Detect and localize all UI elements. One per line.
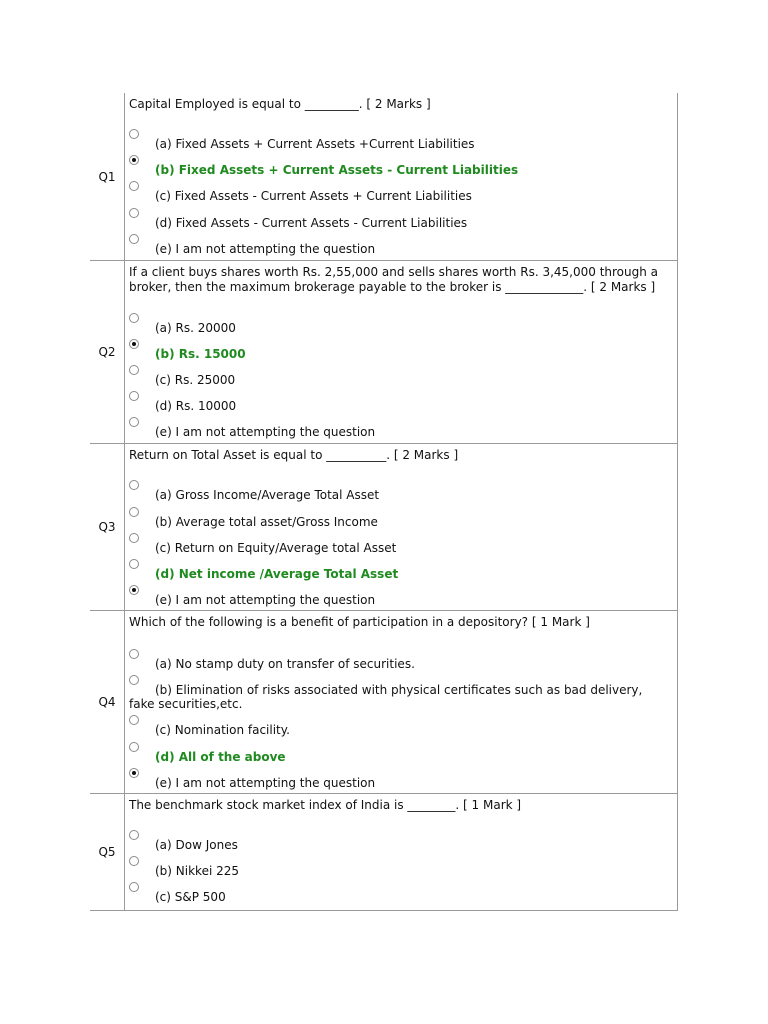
radio-icon[interactable] [129,365,139,375]
correct-answer-label: (d) Net income /Average Total Asset [155,567,399,581]
answer-option[interactable] [129,395,674,421]
answer-label: (e) I am not attempting the question [155,776,376,790]
radio-icon[interactable] [129,507,139,517]
radio-icon[interactable] [129,234,139,244]
radio-icon[interactable] [129,391,139,401]
answer-option[interactable] [129,185,674,211]
radio-icon[interactable] [129,208,139,218]
radio-icon[interactable] [129,533,139,543]
question-row-3 [90,444,678,611]
answer-label: (c) Fixed Assets - Current Assets + Current Liabilities [155,189,472,203]
answer-label: (e) I am not attempting the question [155,242,376,256]
correct-answer-label: (b) Rs. 15000 [155,347,246,361]
answer-label: (a) Fixed Assets + Current Assets +Current Liabilities [155,137,475,151]
radio-icon[interactable] [129,480,139,490]
answer-option[interactable] [129,343,674,369]
answer-label: (c) Return on Equity/Average total Asset [155,541,397,555]
answer-option[interactable] [129,653,674,679]
radio-selected-icon[interactable] [129,585,139,595]
answer-label: (b) Elimination of risks associated with physical certificates such as bad delivery, fake securities,etc. [129,683,643,711]
answer-option[interactable] [129,563,674,589]
question-number: Q5 [98,845,116,859]
answer-option[interactable] [129,317,674,343]
radio-selected-icon[interactable] [129,339,139,349]
question-text: The benchmark stock market index of India is ________. [ 1 Mark ] [129,798,522,812]
radio-icon[interactable] [129,742,139,752]
answer-option[interactable] [129,719,674,745]
radio-icon[interactable] [129,181,139,191]
answer-option[interactable] [129,746,674,772]
answer-label: (e) I am not attempting the question [155,425,376,439]
answer-label: (e) I am not attempting the question [155,593,376,607]
quiz-table [90,93,678,911]
answer-option[interactable] [129,537,674,563]
radio-icon[interactable] [129,417,139,427]
radio-icon[interactable] [129,882,139,892]
radio-icon[interactable] [129,856,139,866]
question-text: Return on Total Asset is equal to __________. [ 2 Marks ] [129,448,459,462]
answer-option[interactable] [129,886,674,912]
answer-label: (a) No stamp duty on transfer of securities. [155,657,415,671]
answer-option[interactable] [129,679,674,709]
question-row-1 [90,93,678,261]
answer-label: (a) Gross Income/Average Total Asset [155,488,380,502]
answer-label: (d) Fixed Assets - Current Assets - Current Liabilities [155,216,468,230]
radio-selected-icon[interactable] [129,768,139,778]
radio-icon[interactable] [129,129,139,139]
question-text: Which of the following is a benefit of participation in a depository? [ 1 Mark ] [129,615,590,629]
radio-icon[interactable] [129,559,139,569]
question-number: Q3 [98,520,116,534]
question-text: Capital Employed is equal to _________. [ 2 Marks ] [129,97,431,111]
answer-label: (c) Nomination facility. [155,723,290,737]
answer-option[interactable] [129,159,674,185]
answer-label: (b) Average total asset/Gross Income [155,515,378,529]
correct-answer-label: (d) All of the above [155,750,286,764]
answer-option[interactable] [129,511,674,537]
answer-label: (c) S&P 500 [155,890,226,904]
question-number: Q4 [98,695,116,709]
answer-label: (b) Nikkei 225 [155,864,240,878]
radio-icon[interactable] [129,715,139,725]
answer-label: (a) Dow Jones [155,838,238,852]
correct-answer-label: (b) Fixed Assets + Current Assets - Current Liabilities [155,163,519,177]
answer-option[interactable] [129,860,674,886]
question-row-5 [90,794,678,911]
answer-option[interactable] [129,212,674,238]
answer-label: (a) Rs. 20000 [155,321,236,335]
answer-label: (c) Rs. 25000 [155,373,236,387]
question-number: Q1 [98,169,116,184]
radio-icon[interactable] [129,830,139,840]
answer-label: (d) Rs. 10000 [155,399,237,413]
question-row-2 [90,261,678,444]
answer-option[interactable] [129,369,674,395]
answer-option[interactable] [129,133,674,159]
answer-option[interactable] [129,484,674,510]
radio-selected-icon[interactable] [129,155,139,165]
radio-icon[interactable] [129,649,139,659]
answer-option[interactable] [129,834,674,860]
radio-icon[interactable] [129,313,139,323]
question-row-4 [90,611,678,794]
question-text: If a client buys shares worth Rs. 2,55,000 and sells shares worth Rs. 3,45,000 through a broker, then the maximum brokerage payable to the broker is _____________. [ 2 Marks ] [129,265,659,294]
question-number: Q2 [98,345,116,359]
